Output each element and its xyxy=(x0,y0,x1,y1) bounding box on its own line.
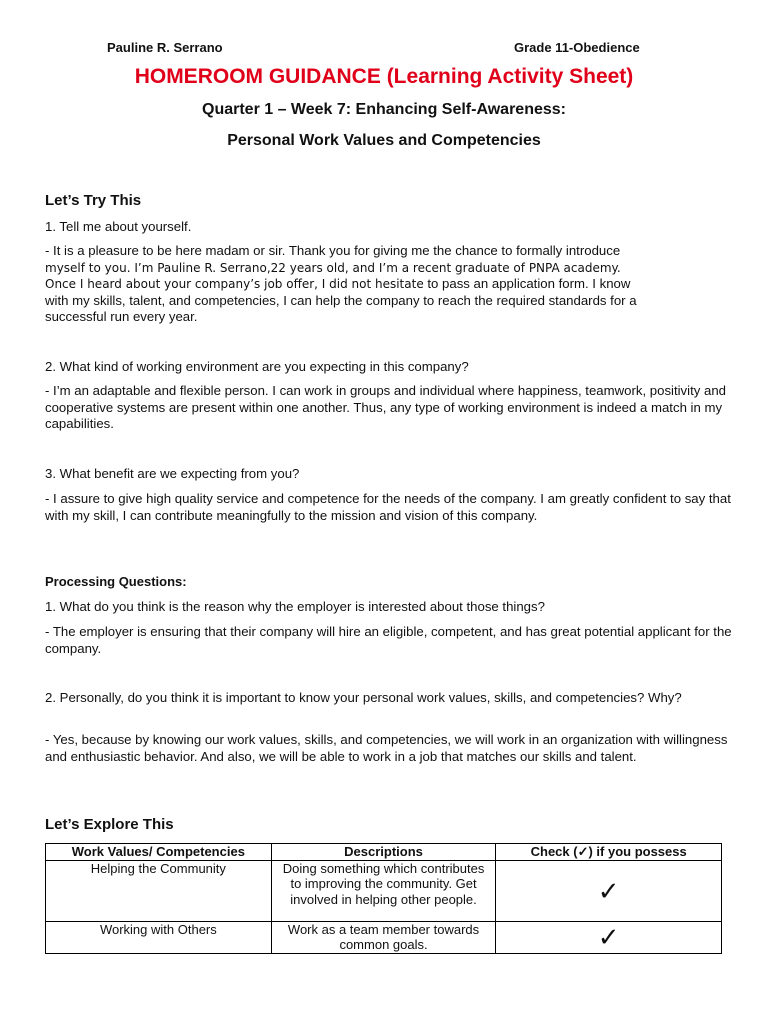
table-cell-check xyxy=(496,921,722,953)
processing-question-2: 2. Personally, do you think it is important to know your personal work values, skills, and competencies? Why? xyxy=(45,690,682,705)
question-3: 3. What benefit are we expecting from you? xyxy=(45,466,300,481)
subtitle-topic: Personal Work Values and Competencies xyxy=(227,132,541,149)
work-values-table xyxy=(45,843,722,954)
table-cell-check xyxy=(496,860,722,921)
answer-1-line: successful run every year. xyxy=(45,309,198,325)
check-mark-icon: ✓ xyxy=(597,875,620,906)
subtitle-quarter: Quarter 1 – Week 7: Enhancing Self-Awareness: xyxy=(202,101,566,118)
table-cell-description: Work as a team member towards common goals. xyxy=(271,921,496,953)
table-cell-description: Doing something which contributes to improving the community. Get involved in helping other people. xyxy=(271,860,496,921)
section-heading-processing: Processing Questions: xyxy=(45,574,187,589)
answer-1-line: with my skills, talent, and competencies, I can help the company to reach the required standards for a xyxy=(45,292,637,308)
table-row xyxy=(46,860,722,921)
column-header: Descriptions xyxy=(271,844,496,861)
column-header: Check (✓) if you possess xyxy=(496,844,722,861)
answer-1-line: myself to you. I’m Pauline R. Serrano,22 years old, and I’m a recent graduate of PNPA academy. xyxy=(45,260,621,275)
page-title: HOMEROOM GUIDANCE (Learning Activity Sheet) xyxy=(134,65,634,88)
section-heading-explore: Let’s Explore This xyxy=(45,816,174,833)
student-name: Pauline R. Serrano xyxy=(107,40,223,55)
question-1: 1. Tell me about yourself. xyxy=(45,219,192,234)
section-heading-try: Let’s Try This xyxy=(45,192,142,209)
answer-1-line-part: Once I heard about your company’s job offer, I did not hesitate xyxy=(45,277,424,292)
answer-1-line xyxy=(45,276,735,293)
processing-answer-1: - The employer is ensuring that their company will hire an eligible, competent, and has great potential applicant for the company. xyxy=(45,624,732,656)
grade-section: Grade 11-Obedience xyxy=(514,40,640,55)
answer-1-line-part: to pass an application form. I know xyxy=(423,276,631,292)
table-row xyxy=(46,921,722,953)
table-cell-value: Helping the Community xyxy=(46,860,272,921)
table-header-row xyxy=(46,844,722,861)
table-cell-value: Working with Others xyxy=(46,921,272,953)
question-2: 2. What kind of working environment are you expecting in this company? xyxy=(45,359,469,374)
answer-1 xyxy=(45,243,735,326)
processing-question-1: 1. What do you think is the reason why the employer is interested about those things? xyxy=(45,599,545,614)
answer-1-line: - It is a pleasure to be here madam or sir. Thank you for giving me the chance to formally introduce xyxy=(45,243,621,258)
answer-3: - I assure to give high quality service and competence for the needs of the company. I am greatly confident to say that with my skill, I can contribute meaningfully to the mission and vision of this company. xyxy=(45,491,731,523)
column-header: Work Values/ Competencies xyxy=(46,844,272,861)
answer-2: - I’m an adaptable and flexible person. I can work in groups and individual where happiness, teamwork, positivity and cooperative systems are present within one another. Thus, any type of working environment is indeed a match in my capabilities. xyxy=(45,383,727,432)
check-mark-icon: ✓ xyxy=(597,922,620,952)
processing-answer-2: - Yes, because by knowing our work values, skills, and competencies, we will work in an organization with willingness and enthusiastic behavior. And also, we will be able to work in a job that matches our skills and talent. xyxy=(45,732,728,764)
